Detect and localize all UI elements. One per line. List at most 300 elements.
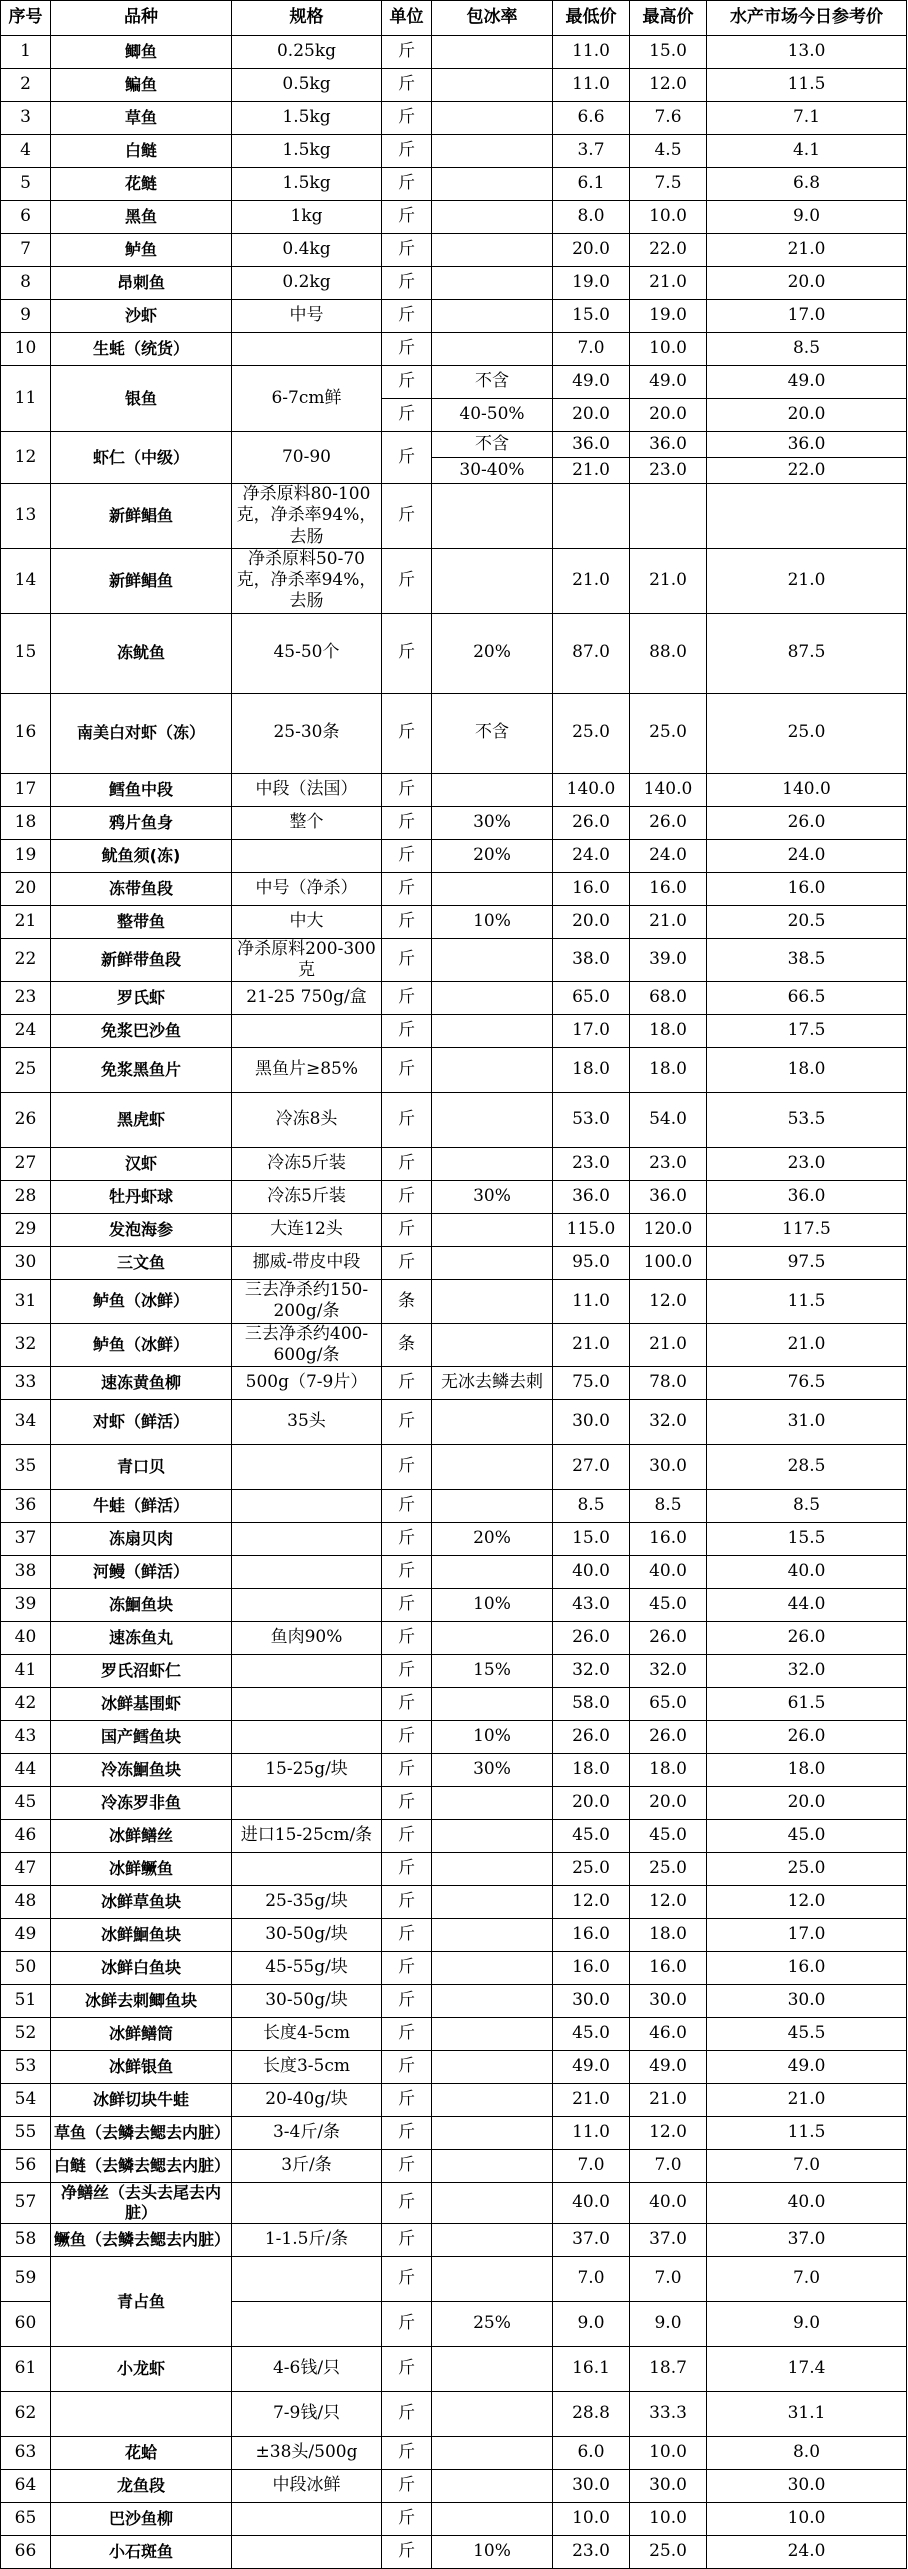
cell-spec: 0.2kg xyxy=(232,267,382,300)
cell-ice xyxy=(432,102,553,135)
cell-unit: 斤 xyxy=(382,2536,432,2569)
cell-ref: 30.0 xyxy=(707,1985,907,2018)
cell-max: 120.0 xyxy=(630,1214,707,1247)
cell-min: 49.0 xyxy=(553,2051,630,2084)
cell-ref: 13.0 xyxy=(707,36,907,69)
cell-ice: 10% xyxy=(432,905,553,938)
cell-name: 河鳗（鲜活） xyxy=(51,1556,232,1589)
cell-spec xyxy=(232,1655,382,1688)
cell-min: 15.0 xyxy=(553,300,630,333)
cell-unit: 斤 xyxy=(382,613,432,693)
cell-ice: 10% xyxy=(432,2536,553,2569)
cell-ice xyxy=(432,2051,553,2084)
cell-ice xyxy=(432,1400,553,1445)
cell-max: 10.0 xyxy=(630,2503,707,2536)
cell-ice: 20% xyxy=(432,613,553,693)
cell-min: 15.0 xyxy=(553,1523,630,1556)
cell-no: 41 xyxy=(1,1655,51,1688)
cell-max: 32.0 xyxy=(630,1400,707,1445)
cell-no: 48 xyxy=(1,1886,51,1919)
cell-no: 50 xyxy=(1,1952,51,1985)
cell-min: 11.0 xyxy=(553,36,630,69)
cell-ref: 4.1 xyxy=(707,135,907,168)
cell-spec xyxy=(232,333,382,366)
cell-name: 鱿鱼须(冻) xyxy=(51,839,232,872)
cell-ice xyxy=(432,2347,553,2392)
cell-unit: 斤 xyxy=(382,2183,432,2224)
cell-ice xyxy=(432,982,553,1015)
cell-ice xyxy=(432,548,553,613)
cell-no: 26 xyxy=(1,1093,51,1148)
cell-name: 三文鱼 xyxy=(51,1247,232,1280)
cell-name: 冷冻鮰鱼块 xyxy=(51,1754,232,1787)
table-row xyxy=(1,135,907,168)
cell-min: 43.0 xyxy=(553,1589,630,1622)
cell-ref: 11.5 xyxy=(707,1280,907,1324)
cell-spec: 4-6钱/只 xyxy=(232,2347,382,2392)
table-row xyxy=(1,1820,907,1853)
cell-max: 32.0 xyxy=(630,1655,707,1688)
header-cell: 水产市场今日参考价 xyxy=(707,1,907,36)
cell-ice xyxy=(432,234,553,267)
cell-ice xyxy=(432,2437,553,2470)
cell-unit: 斤 xyxy=(382,102,432,135)
cell-min: 11.0 xyxy=(553,2117,630,2150)
cell-spec xyxy=(232,1688,382,1721)
cell-spec: 净杀原料200-300克 xyxy=(232,938,382,982)
cell-max: 7.5 xyxy=(630,168,707,201)
cell-min: 6.6 xyxy=(553,102,630,135)
cell-spec: 1.5kg xyxy=(232,135,382,168)
cell-min: 37.0 xyxy=(553,2224,630,2257)
cell-name: 冰鲜鳝筒 xyxy=(51,2018,232,2051)
cell-ref: 8.5 xyxy=(707,333,907,366)
cell-no: 53 xyxy=(1,2051,51,2084)
cell-unit: 斤 xyxy=(382,1148,432,1181)
table-row xyxy=(1,2470,907,2503)
cell-name: 草鱼 xyxy=(51,102,232,135)
cell-unit: 斤 xyxy=(382,135,432,168)
cell-ref: 17.0 xyxy=(707,1919,907,1952)
cell-ref: 37.0 xyxy=(707,2224,907,2257)
cell-min: 115.0 xyxy=(553,1214,630,1247)
cell-max: 22.0 xyxy=(630,234,707,267)
table-row xyxy=(1,432,907,458)
cell-ice xyxy=(432,1093,553,1148)
cell-no: 7 xyxy=(1,234,51,267)
cell-no: 28 xyxy=(1,1181,51,1214)
cell-unit: 斤 xyxy=(382,2224,432,2257)
cell-min: 30.0 xyxy=(553,2470,630,2503)
cell-ice xyxy=(432,1148,553,1181)
cell-name: 生蚝（统货） xyxy=(51,333,232,366)
cell-no: 12 xyxy=(1,432,51,484)
cell-spec: 长度4-5cm xyxy=(232,2018,382,2051)
cell-ref: 31.1 xyxy=(707,2392,907,2437)
table-row xyxy=(1,872,907,905)
cell-no: 64 xyxy=(1,2470,51,2503)
table-row xyxy=(1,201,907,234)
cell-name: 速冻鱼丸 xyxy=(51,1622,232,1655)
cell-spec: 中段冰鲜 xyxy=(232,2470,382,2503)
cell-spec: 长度3-5cm xyxy=(232,2051,382,2084)
cell-no: 27 xyxy=(1,1148,51,1181)
cell-max: 19.0 xyxy=(630,300,707,333)
cell-unit: 斤 xyxy=(382,366,432,399)
cell-max: 12.0 xyxy=(630,2117,707,2150)
cell-max: 20.0 xyxy=(630,1787,707,1820)
cell-ice: 不含 xyxy=(432,432,553,458)
cell-min: 24.0 xyxy=(553,839,630,872)
cell-min: 26.0 xyxy=(553,1622,630,1655)
cell-ref: 17.5 xyxy=(707,1015,907,1048)
table-row xyxy=(1,366,907,399)
table-row xyxy=(1,2183,907,2224)
cell-spec: 1kg xyxy=(232,201,382,234)
cell-spec: 进口15-25cm/条 xyxy=(232,1820,382,1853)
cell-no: 10 xyxy=(1,333,51,366)
cell-unit: 斤 xyxy=(382,1985,432,2018)
cell-name: 冰鲜基围虾 xyxy=(51,1688,232,1721)
cell-no: 36 xyxy=(1,1490,51,1523)
cell-unit: 斤 xyxy=(382,1886,432,1919)
cell-unit: 斤 xyxy=(382,1688,432,1721)
table-row xyxy=(1,168,907,201)
table-row xyxy=(1,1445,907,1490)
cell-name: 冻带鱼段 xyxy=(51,872,232,905)
cell-min: 53.0 xyxy=(553,1093,630,1148)
cell-name: 冰鲜去刺鲫鱼块 xyxy=(51,1985,232,2018)
table-row xyxy=(1,1148,907,1181)
cell-name: 整带鱼 xyxy=(51,905,232,938)
table-row xyxy=(1,2536,907,2569)
cell-unit: 斤 xyxy=(382,201,432,234)
cell-ref: 11.5 xyxy=(707,69,907,102)
cell-unit: 斤 xyxy=(382,2257,432,2302)
table-row xyxy=(1,2084,907,2117)
cell-min: 75.0 xyxy=(553,1367,630,1400)
cell-ref: 44.0 xyxy=(707,1589,907,1622)
cell-name: 鲈鱼 xyxy=(51,234,232,267)
cell-ice xyxy=(432,2183,553,2224)
cell-no: 35 xyxy=(1,1445,51,1490)
table-row xyxy=(1,2257,907,2302)
cell-name: 新鲜带鱼段 xyxy=(51,938,232,982)
table-row xyxy=(1,693,907,773)
cell-ice xyxy=(432,1820,553,1853)
table-row xyxy=(1,2117,907,2150)
cell-min: 36.0 xyxy=(553,432,630,458)
cell-max: 25.0 xyxy=(630,693,707,773)
table-row xyxy=(1,1853,907,1886)
cell-max: 33.3 xyxy=(630,2392,707,2437)
cell-max: 10.0 xyxy=(630,2437,707,2470)
cell-spec: 整个 xyxy=(232,806,382,839)
cell-name: 黑鱼 xyxy=(51,201,232,234)
cell-spec: 45-55g/块 xyxy=(232,1952,382,1985)
cell-max: 18.7 xyxy=(630,2347,707,2392)
cell-ice: 30-40% xyxy=(432,458,553,484)
cell-name: 黑虎虾 xyxy=(51,1093,232,1148)
cell-ref: 26.0 xyxy=(707,806,907,839)
table-row xyxy=(1,1015,907,1048)
cell-no: 44 xyxy=(1,1754,51,1787)
cell-unit: 斤 xyxy=(382,1247,432,1280)
cell-ice: 25% xyxy=(432,2302,553,2347)
table-row xyxy=(1,1985,907,2018)
table-row xyxy=(1,773,907,806)
cell-ref: 36.0 xyxy=(707,432,907,458)
cell-name: 冰鲜银鱼 xyxy=(51,2051,232,2084)
cell-max: 45.0 xyxy=(630,1589,707,1622)
cell-min: 20.0 xyxy=(553,399,630,432)
cell-max: 4.5 xyxy=(630,135,707,168)
cell-max: 7.0 xyxy=(630,2150,707,2183)
cell-spec: 45-50个 xyxy=(232,613,382,693)
cell-spec: 冷冻5斤装 xyxy=(232,1181,382,1214)
cell-name: 沙虾 xyxy=(51,300,232,333)
cell-spec: 净杀原料50-70克，净杀率94%，去肠 xyxy=(232,548,382,613)
cell-ref: 40.0 xyxy=(707,2183,907,2224)
cell-ref: 97.5 xyxy=(707,1247,907,1280)
cell-name: 南美白对虾（冻） xyxy=(51,693,232,773)
table-row xyxy=(1,2503,907,2536)
cell-ice: 10% xyxy=(432,1721,553,1754)
cell-ref: 25.0 xyxy=(707,693,907,773)
cell-max: 88.0 xyxy=(630,613,707,693)
cell-no: 34 xyxy=(1,1400,51,1445)
header-row xyxy=(1,1,907,36)
cell-min xyxy=(553,484,630,549)
cell-max: 30.0 xyxy=(630,1985,707,2018)
cell-name: 鲫鱼 xyxy=(51,36,232,69)
cell-ice xyxy=(432,1688,553,1721)
cell-unit: 斤 xyxy=(382,1181,432,1214)
cell-unit: 斤 xyxy=(382,773,432,806)
cell-ref: 7.1 xyxy=(707,102,907,135)
cell-ref: 40.0 xyxy=(707,1556,907,1589)
cell-ice: 10% xyxy=(432,1589,553,1622)
cell-max: 12.0 xyxy=(630,1280,707,1324)
cell-ice xyxy=(432,2084,553,2117)
cell-max: 36.0 xyxy=(630,432,707,458)
cell-spec: 0.4kg xyxy=(232,234,382,267)
cell-spec: 25-35g/块 xyxy=(232,1886,382,1919)
cell-spec xyxy=(232,1490,382,1523)
cell-spec: 21-25 750g/盒 xyxy=(232,982,382,1015)
cell-ref: 20.0 xyxy=(707,399,907,432)
table-row xyxy=(1,839,907,872)
cell-ref: 17.4 xyxy=(707,2347,907,2392)
cell-max: 23.0 xyxy=(630,458,707,484)
cell-no: 13 xyxy=(1,484,51,549)
cell-spec xyxy=(232,1445,382,1490)
table-row xyxy=(1,300,907,333)
cell-ice: 30% xyxy=(432,1754,553,1787)
cell-ice xyxy=(432,1985,553,2018)
cell-unit: 斤 xyxy=(382,1952,432,1985)
cell-ref: 16.0 xyxy=(707,872,907,905)
cell-unit: 斤 xyxy=(382,333,432,366)
table-row xyxy=(1,905,907,938)
cell-unit: 斤 xyxy=(382,1523,432,1556)
cell-unit: 斤 xyxy=(382,1787,432,1820)
cell-min: 40.0 xyxy=(553,1556,630,1589)
cell-name: 对虾（鲜活） xyxy=(51,1400,232,1445)
cell-ice xyxy=(432,1952,553,1985)
table-row xyxy=(1,2437,907,2470)
cell-max: 21.0 xyxy=(630,267,707,300)
cell-ref: 24.0 xyxy=(707,839,907,872)
cell-ice xyxy=(432,2150,553,2183)
cell-no: 40 xyxy=(1,1622,51,1655)
header-cell: 包冰率 xyxy=(432,1,553,36)
cell-spec: 鱼肉90% xyxy=(232,1622,382,1655)
cell-min: 23.0 xyxy=(553,1148,630,1181)
cell-max: 18.0 xyxy=(630,1048,707,1093)
cell-max: 9.0 xyxy=(630,2302,707,2347)
table-row xyxy=(1,1688,907,1721)
table-row xyxy=(1,1523,907,1556)
cell-ice xyxy=(432,2224,553,2257)
cell-spec: 冷冻5斤装 xyxy=(232,1148,382,1181)
cell-no: 9 xyxy=(1,300,51,333)
cell-spec: 3-4斤/条 xyxy=(232,2117,382,2150)
cell-unit: 斤 xyxy=(382,938,432,982)
cell-name: 小石斑鱼 xyxy=(51,2536,232,2569)
cell-no: 54 xyxy=(1,2084,51,2117)
cell-min: 45.0 xyxy=(553,2018,630,2051)
cell-max: 30.0 xyxy=(630,2470,707,2503)
cell-ice xyxy=(432,36,553,69)
cell-ref: 26.0 xyxy=(707,1721,907,1754)
cell-name: 鲈鱼（冰鲜） xyxy=(51,1280,232,1324)
table-row xyxy=(1,1490,907,1523)
cell-min: 26.0 xyxy=(553,1721,630,1754)
table-row xyxy=(1,36,907,69)
cell-unit: 斤 xyxy=(382,432,432,484)
cell-ref: 21.0 xyxy=(707,548,907,613)
cell-min: 7.0 xyxy=(553,2150,630,2183)
table-body xyxy=(1,36,907,2569)
cell-unit: 斤 xyxy=(382,1400,432,1445)
cell-max: 12.0 xyxy=(630,1886,707,1919)
cell-ice xyxy=(432,2257,553,2302)
cell-no: 21 xyxy=(1,905,51,938)
cell-spec: 1.5kg xyxy=(232,102,382,135)
cell-unit: 斤 xyxy=(382,267,432,300)
cell-ice: 15% xyxy=(432,1655,553,1688)
cell-min: 6.1 xyxy=(553,168,630,201)
cell-spec: 15-25g/块 xyxy=(232,1754,382,1787)
cell-max: 18.0 xyxy=(630,1015,707,1048)
cell-ice xyxy=(432,135,553,168)
cell-ref: 30.0 xyxy=(707,2470,907,2503)
cell-name: 免浆巴沙鱼 xyxy=(51,1015,232,1048)
cell-ref: 140.0 xyxy=(707,773,907,806)
cell-no: 60 xyxy=(1,2302,51,2347)
cell-spec xyxy=(232,1589,382,1622)
cell-ref: 26.0 xyxy=(707,1622,907,1655)
cell-min: 30.0 xyxy=(553,1400,630,1445)
cell-ice xyxy=(432,2470,553,2503)
cell-max: 18.0 xyxy=(630,1754,707,1787)
cell-ice: 40-50% xyxy=(432,399,553,432)
table-row xyxy=(1,2150,907,2183)
cell-spec xyxy=(232,1523,382,1556)
cell-name: 冻扇贝肉 xyxy=(51,1523,232,1556)
cell-min: 7.0 xyxy=(553,333,630,366)
cell-no: 38 xyxy=(1,1556,51,1589)
cell-no: 5 xyxy=(1,168,51,201)
cell-min: 95.0 xyxy=(553,1247,630,1280)
cell-ref: 61.5 xyxy=(707,1688,907,1721)
cell-unit: 斤 xyxy=(382,2437,432,2470)
cell-no: 47 xyxy=(1,1853,51,1886)
cell-ref: 18.0 xyxy=(707,1048,907,1093)
cell-spec: 挪威-带皮中段 xyxy=(232,1247,382,1280)
cell-min: 21.0 xyxy=(553,2084,630,2117)
cell-ice: 20% xyxy=(432,839,553,872)
cell-spec xyxy=(232,1853,382,1886)
cell-min: 32.0 xyxy=(553,1655,630,1688)
cell-max xyxy=(630,484,707,549)
cell-max: 40.0 xyxy=(630,1556,707,1589)
cell-unit: 斤 xyxy=(382,1490,432,1523)
cell-ice xyxy=(432,1919,553,1952)
cell-max: 36.0 xyxy=(630,1181,707,1214)
table-row xyxy=(1,2051,907,2084)
cell-ref: 9.0 xyxy=(707,201,907,234)
cell-unit: 斤 xyxy=(382,806,432,839)
cell-ice xyxy=(432,2117,553,2150)
cell-unit: 斤 xyxy=(382,1655,432,1688)
cell-max: 25.0 xyxy=(630,1853,707,1886)
cell-min: 21.0 xyxy=(553,458,630,484)
cell-min: 18.0 xyxy=(553,1048,630,1093)
cell-max: 54.0 xyxy=(630,1093,707,1148)
cell-no: 25 xyxy=(1,1048,51,1093)
cell-no: 16 xyxy=(1,693,51,773)
cell-no: 17 xyxy=(1,773,51,806)
cell-unit: 条 xyxy=(382,1323,432,1367)
cell-unit: 斤 xyxy=(382,36,432,69)
cell-ref: 8.0 xyxy=(707,2437,907,2470)
cell-no: 11 xyxy=(1,366,51,432)
cell-max: 78.0 xyxy=(630,1367,707,1400)
cell-min: 16.0 xyxy=(553,1919,630,1952)
cell-unit: 斤 xyxy=(382,1556,432,1589)
cell-ref: 28.5 xyxy=(707,1445,907,1490)
cell-ref: 36.0 xyxy=(707,1181,907,1214)
table-row xyxy=(1,1093,907,1148)
cell-spec: 中段（法国） xyxy=(232,773,382,806)
cell-spec xyxy=(232,2257,382,2302)
cell-name: 冻鮰鱼块 xyxy=(51,1589,232,1622)
cell-name: 国产鳕鱼块 xyxy=(51,1721,232,1754)
table-row xyxy=(1,1589,907,1622)
cell-min: 20.0 xyxy=(553,905,630,938)
table-row xyxy=(1,1754,907,1787)
cell-ice xyxy=(432,484,553,549)
cell-unit: 斤 xyxy=(382,168,432,201)
cell-unit: 斤 xyxy=(382,2084,432,2117)
cell-unit: 斤 xyxy=(382,2503,432,2536)
cell-name: 鳜鱼（去鳞去鳃去内脏） xyxy=(51,2224,232,2257)
cell-name: 发泡海参 xyxy=(51,1214,232,1247)
cell-min: 40.0 xyxy=(553,2183,630,2224)
cell-max: 49.0 xyxy=(630,2051,707,2084)
